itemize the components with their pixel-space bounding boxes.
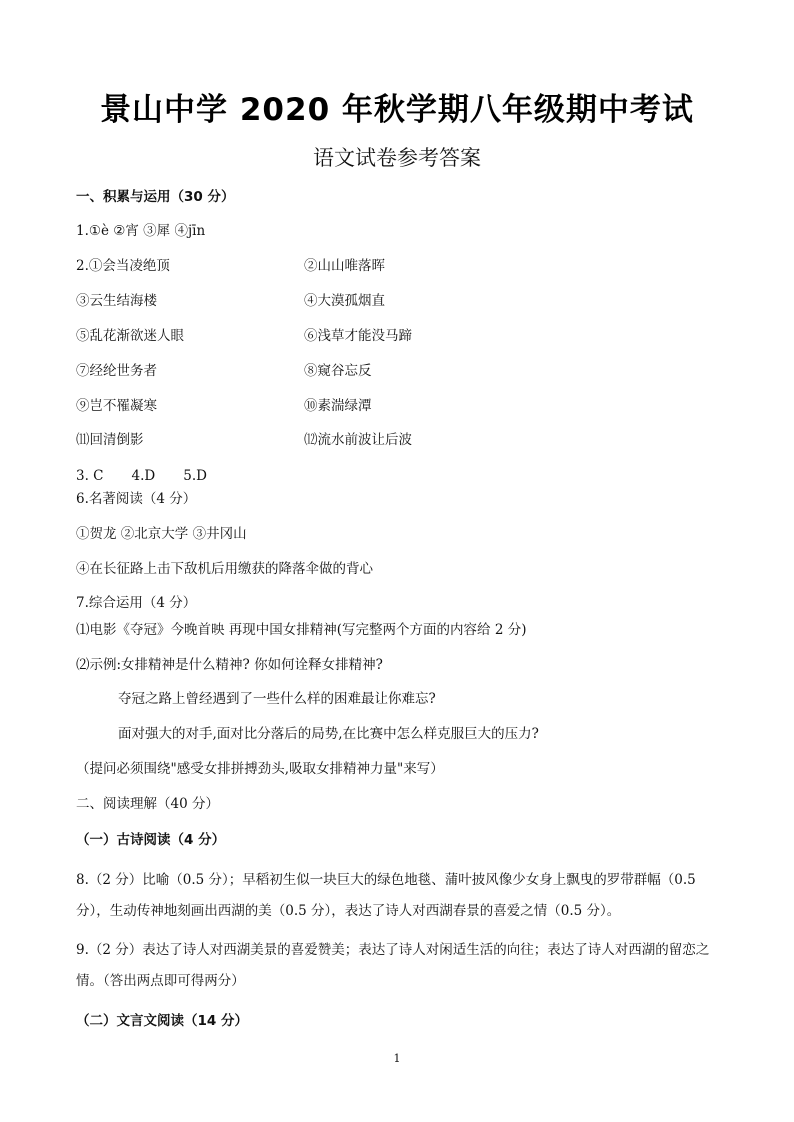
q7-note: （提问必须围绕"感受女排拼搏劲头,吸取女排精神力量"来写）: [76, 761, 444, 777]
q3-answer: 3. C: [76, 468, 104, 484]
q2-right: ⑧窥谷忘反: [304, 363, 372, 379]
q6-heading: 6.名著阅读（4 分）: [76, 491, 197, 507]
exam-title: 景山中学 2020 年秋学期八年级期中考试: [100, 92, 694, 128]
q2-left: 2.①会当凌绝顶: [76, 258, 170, 274]
q2-left: ⑤乱花渐欲迷人眼: [76, 328, 184, 344]
q2-row: [76, 327, 412, 345]
q9-answer: 9.（2 分）表达了诗人对西湖美景的喜爱赞美；表达了诗人对闲适生活的向往；表达了诗人对西湖的留恋之情。（答出两点即可得两分）: [76, 942, 710, 989]
q2-left: ③云生结海楼: [76, 293, 157, 309]
q7-heading: 7.综合运用（4 分）: [76, 595, 197, 611]
q4-answer: 4.D: [131, 468, 156, 484]
page-number: 1: [393, 1052, 401, 1065]
q2-right: ⑥浅草才能没马蹄: [304, 328, 412, 344]
q2-row: [76, 257, 385, 275]
q7-answer-2: ⑵示例:女排精神是什么精神? 你如何诠释女排精神?: [76, 657, 383, 673]
q7-example-line: 夺冠之路上曾经遇到了一些什么样的困难最让你难忘?: [118, 691, 436, 707]
q7-example-line: 面对强大的对手,面对比分落后的局势,在比赛中怎么样克服巨大的压力?: [118, 726, 539, 742]
q2-right: ②山山唯落晖: [304, 258, 385, 274]
q2-row: [76, 397, 372, 415]
q2-row: [76, 431, 412, 449]
q2-left: ⑦经纶世务者: [76, 363, 157, 379]
exam-subtitle: 语文试卷参考答案: [313, 146, 481, 170]
section1-heading: 一、积累与运用（30 分）: [76, 189, 235, 205]
q2-right: ⑩素湍绿潭: [304, 398, 372, 414]
q2-left: ⑾回清倒影: [76, 432, 144, 448]
classical-reading-heading: （二）文言文阅读（14 分）: [76, 1013, 248, 1029]
q2-row: [76, 292, 385, 310]
q6-answer-line: ①贺龙 ②北京大学 ③井冈山: [76, 526, 247, 542]
q2-right: ⑿流水前波让后波: [304, 432, 412, 448]
section2-heading: 二、阅读理解（40 分）: [76, 796, 219, 812]
q6-answer-line: ④在长征路上击下敌机后用缴获的降落伞做的背心: [76, 561, 373, 577]
q8-answer: 8.（2 分）比喻（0.5 分）；早稻初生似一块巨大的绿色地毯、蒲叶披风像少女身上飘曳的罗带群幅（0.5 分），生动传神地刻画出西湖的美（0.5 分），表达了诗人对西湖春景的喜爱之情（0.5 分）。: [76, 872, 696, 919]
q5-answer: 5.D: [183, 468, 207, 484]
q3-q5-answers: [76, 467, 207, 485]
q7-answer-1: ⑴电影《夺冠》今晚首映 再现中国女排精神(写完整两个方面的内容给 2 分): [76, 622, 527, 638]
q2-row: [76, 362, 372, 380]
q2-left: ⑨岂不罹凝寒: [76, 398, 157, 414]
q1-answer: 1.①è ②宵 ③犀 ④jīn: [76, 223, 206, 239]
q2-right: ④大漠孤烟直: [304, 293, 385, 309]
poetry-reading-heading: （一）古诗阅读（4 分）: [76, 832, 226, 848]
